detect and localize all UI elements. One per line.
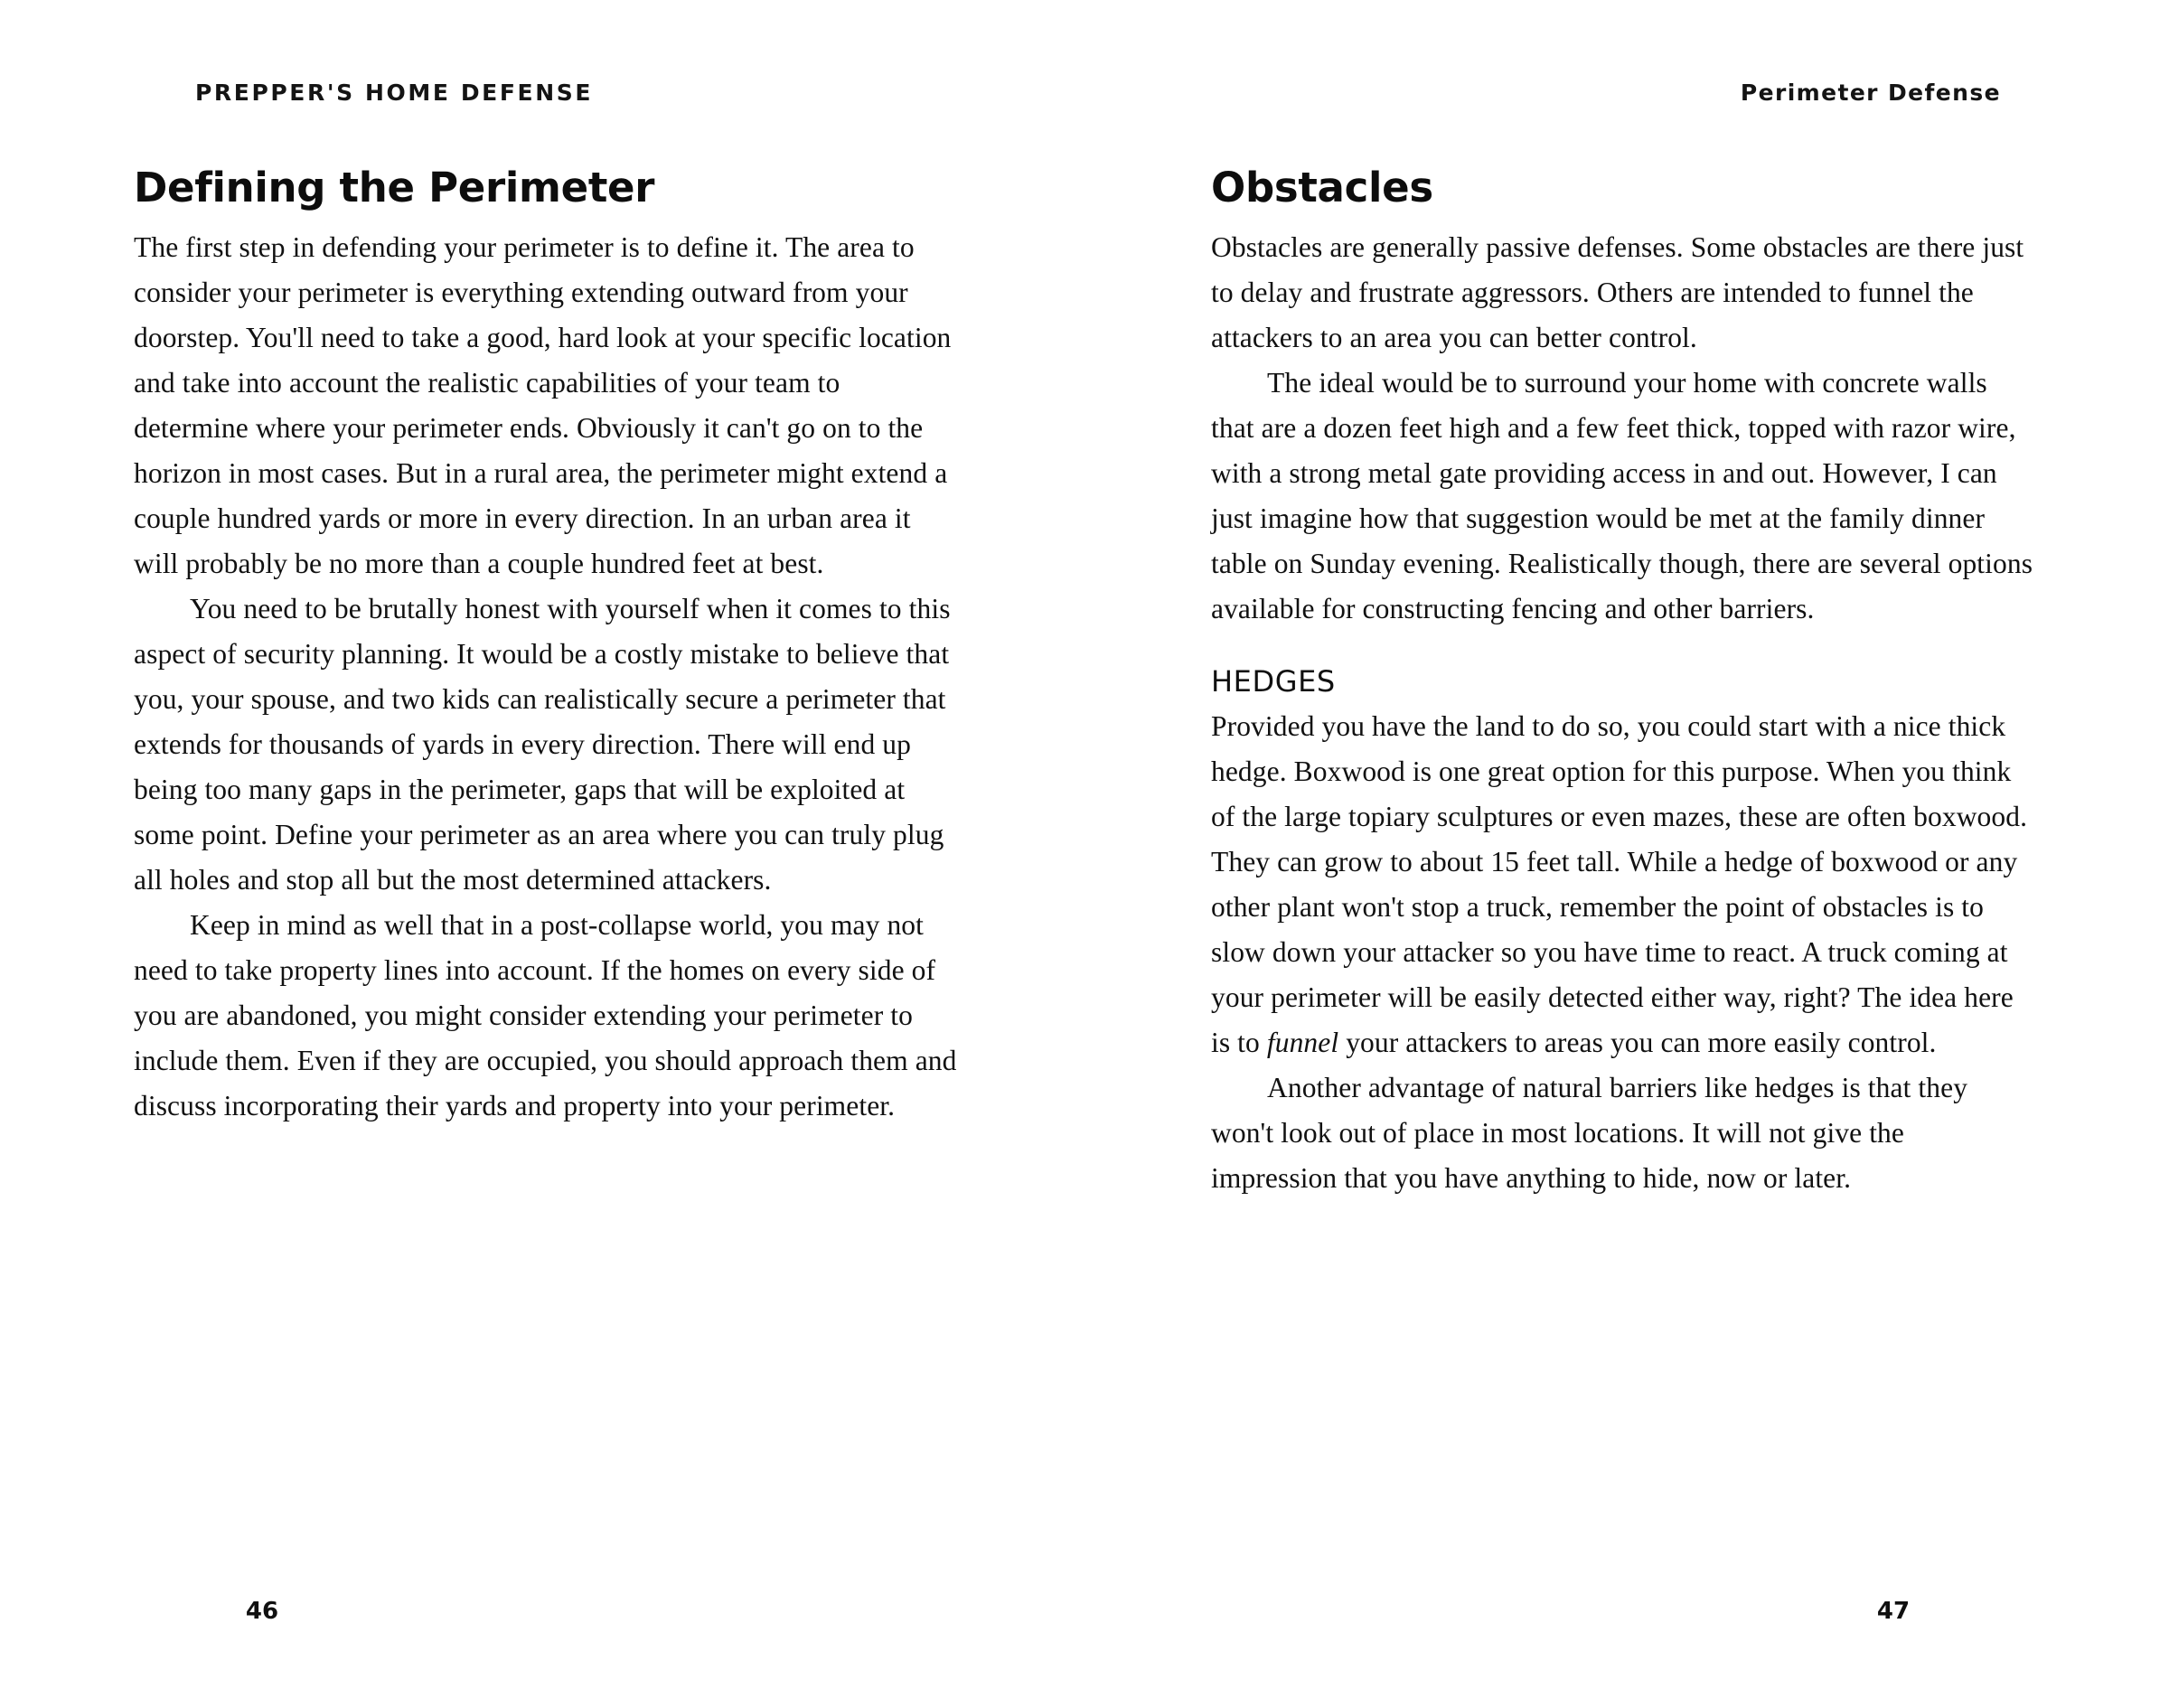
section-subhead-hedges: HEDGES: [1211, 664, 1336, 699]
body-column-right: [1211, 225, 2033, 1201]
paragraph: Keep in mind as well that in a post-collapse world, you may not need to take property lines into account. If the homes on every side of you are abandoned, you might consider extending your perimeter to include them. Even if they are occupied, you should approach them and discuss incorporating their yards and property into your perimeter.: [134, 909, 957, 1122]
paragraph: Another advantage of natural barriers like hedges is that they won't look out of place in most locations. It will not give the impression that you have anything to hide, now or later.: [1211, 1072, 1968, 1195]
running-head-right: Perimeter Defense: [1740, 80, 2001, 106]
paragraph: The ideal would be to surround your home with concrete walls that are a dozen feet high and a few feet thick, topped with razor wire, with a strong metal gate providing access in and out. However, I can just imagine how that suggestion would be met at the family dinner table on Sunday evening. Realistically though, there are several options available for constructing fencing and other barriers.: [1211, 367, 2033, 625]
page-title-right: Obstacles: [1211, 164, 1433, 211]
paragraph: The first step in defending your perimeter is to define it. The area to consider your perimeter is everything extending outward from your doorstep. You'll need to take a good, hard look at your specific location and take into account the realistic capabilities of your team to determine where your perimeter ends. Obviously it can't go on to the horizon in most cases. But in a rural area, the perimeter might extend a couple hundred yards or more in every direction. In an urban area it will probably be no more than a couple hundred feet at best.: [134, 231, 952, 580]
page-right: [1084, 0, 2169, 1708]
page-number-right: 47: [1876, 1598, 1911, 1625]
page-title-left: Defining the Perimeter: [134, 164, 655, 211]
body-column-left: [134, 225, 958, 1129]
paragraph: Obstacles are generally passive defenses. Some obstacles are there just to delay and frustrate aggressors. Others are intended to funnel the attackers to an area you can better control.: [1211, 231, 2024, 354]
page-number-left: 46: [245, 1598, 279, 1625]
paragraph: Provided you have the land to do so, you could start with a nice thick hedge. Boxwood is one great option for this purpose. When you think of the large topiary sculptures or even mazes, these are often boxwood. They can grow to about 15 feet tall. While a hedge of boxwood or any other plant won't stop a truck, remember the point of obstacles is to slow down your attacker so you have time to react. A truck coming at your perimeter will be easily detected either way, right? The idea here is to funnel your attackers to areas you can more easily control.: [1211, 710, 2028, 1059]
running-head-left: PREPPER'S HOME DEFENSE: [195, 80, 594, 106]
paragraph: You need to be brutally honest with yourself when it comes to this aspect of security planning. It would be a costly mistake to believe that you, your spouse, and two kids can realistically secure a perimeter that extends for thousands of yards in every direction. There will end up being too many gaps in the perimeter, gaps that will be exploited at some point. Define your perimeter as an area where you can truly plug all holes and stop all but the most determined attackers.: [134, 593, 951, 896]
page-left: [0, 0, 1084, 1708]
